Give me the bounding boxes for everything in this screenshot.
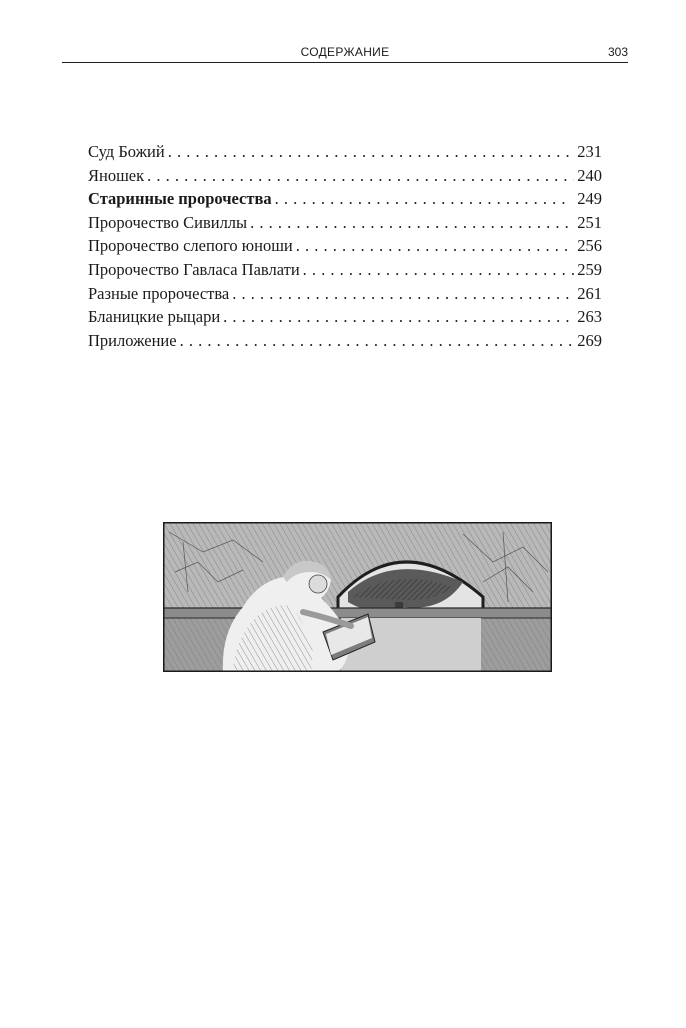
toc-entry[interactable]: [88, 211, 602, 235]
toc-section-heading[interactable]: [88, 187, 602, 211]
sibyl-engraving-illustration: [163, 522, 552, 672]
toc-entry-title: Старинные пророчества: [88, 189, 272, 209]
toc-entry-page: 263: [577, 307, 602, 327]
toc-entry-title: Яношек: [88, 165, 145, 185]
toc-entry[interactable]: [88, 258, 602, 282]
toc-entry[interactable]: [88, 282, 602, 306]
toc-entry-page: 256: [577, 236, 602, 256]
toc-leader-dots: [223, 305, 574, 329]
toc-entry[interactable]: [88, 140, 602, 164]
toc-entry-page: 240: [577, 165, 602, 185]
table-of-contents: [88, 140, 602, 352]
toc-leader-dots: [147, 164, 574, 188]
toc-entry[interactable]: [88, 234, 602, 258]
toc-leader-dots: [303, 258, 575, 282]
page-number: 303: [607, 45, 628, 59]
toc-entry-title: Бланицкие рыцари: [88, 307, 221, 327]
toc-leader-dots: [250, 211, 574, 235]
toc-entry[interactable]: [88, 164, 602, 188]
toc-entry-title: Разные пророчества: [88, 283, 230, 303]
toc-entry-page: 259: [577, 259, 602, 279]
toc-entry-page: 261: [577, 283, 602, 303]
header-title: СОДЕРЖАНИЕ: [300, 45, 390, 59]
toc-leader-dots: [275, 187, 572, 211]
toc-entry[interactable]: [88, 329, 602, 353]
toc-entry-page: 251: [577, 212, 602, 232]
toc-entry-title: Пророчество Гавласа Павлати: [88, 259, 300, 279]
toc-entry[interactable]: [88, 305, 602, 329]
running-header: [62, 44, 628, 63]
toc-entry-page: 269: [577, 330, 602, 350]
toc-entry-title: Приложение: [88, 330, 177, 350]
toc-leader-dots: [180, 329, 575, 353]
toc-leader-dots: [168, 140, 575, 164]
toc-entry-page: 249: [577, 189, 602, 209]
toc-entry-title: Пророчество Сивиллы: [88, 212, 248, 232]
toc-entry-page: 231: [577, 142, 602, 161]
toc-leader-dots: [232, 282, 574, 306]
sibyl-writing-icon: [163, 522, 552, 672]
toc-entry-title: Пророчество слепого юноши: [88, 236, 293, 256]
toc-leader-dots: [296, 234, 575, 258]
toc-entry-title: Суд Божий: [88, 142, 165, 161]
